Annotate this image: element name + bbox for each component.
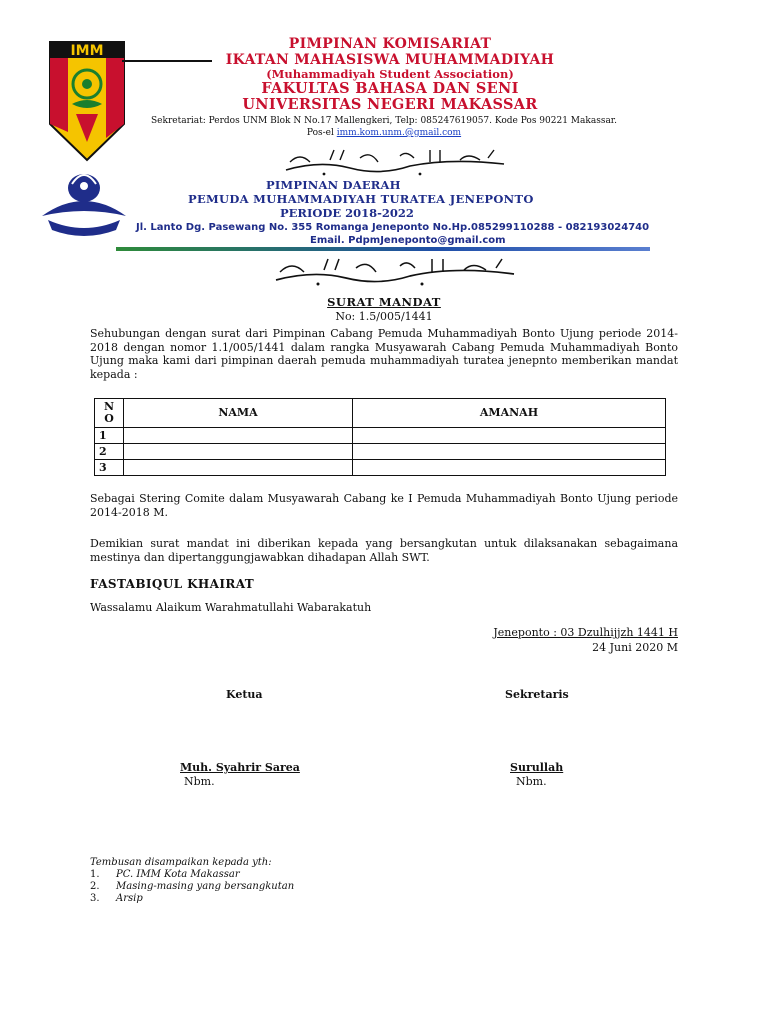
imm-line2: IKATAN MAHASISWA MUHAMMADIYAH [225,52,555,68]
signature-role-sekretaris: Sekretaris [505,688,569,701]
date-hijri: Jeneponto : 03 Dzulhijjzh 1441 H [493,626,678,639]
basmalah-calligraphy-top [280,148,510,178]
basmalah-calligraphy [270,256,520,288]
list-item-number: 2. [90,881,100,892]
pemuda-line3: PERIODE 2018-2022 [280,206,414,220]
row-nama [124,428,353,444]
svg-text:IMM: IMM [70,43,104,59]
list-item-number: 1. [90,869,100,880]
list-item-text: Arsip [116,893,143,904]
row-nama [124,444,353,460]
table-row [95,460,666,476]
pemuda-header-rule [116,247,650,251]
row-amanah [353,428,666,444]
list-item-text: PC. IMM Kota Makassar [116,869,240,880]
imm-email-label: Pos-el [306,128,334,138]
table-row [95,444,666,460]
row-number: 2 [95,444,124,460]
row-nama [124,460,353,476]
letter-title: SURAT MANDAT [327,295,441,309]
letter-paragraph-3: Demikian surat mandat ini diberikan kepada yang bersangkutan untuk dilaksanakan sebagaimana mestinya dan dipertanggungjawabkan dihadapan Allah SWT. [90,537,678,564]
imm-email-line [134,127,634,139]
list-item [90,881,294,893]
letter-paragraph-1: Sehubungan dengan surat dari Pimpinan Cabang Pemuda Muhammadiyah Bonto Ujung periode 2014-2018 dengan nomor 1.1/005/1441 dalam rangka Musyawarah Cabang Pemuda Muhammadiyah Bonto Ujung maka kami dari pimpinan daerah pemuda muhammadiyah turatea jenepnto memberikan mandat kepada : [90,327,678,381]
list-item-text: Masing-masing yang bersangkutan [116,881,295,892]
row-amanah [353,460,666,476]
signature-name-sekretaris: Surullah [510,761,564,774]
column-header-no [95,399,124,428]
list-item-number: 3. [90,893,100,904]
list-item [90,869,294,881]
table-header-row [95,399,666,428]
imm-line3: (Muhammadiyah Student Association) [266,67,514,81]
list-item [90,893,294,905]
pemuda-line1: PIMPINAN DAERAH [266,178,401,192]
imm-address: Sekretariat: Perdos UNM Blok N No.17 Mallengkeri, Telp: 085247619057. Kode Pos 90221 Makassar. [151,116,617,126]
pemuda-line2: PEMUDA MUHAMMADIYAH TURATEA JENEPONTO [188,192,534,206]
date-masehi: 24 Juni 2020 M [592,641,678,654]
imm-header [140,36,640,113]
letter-number: No: 1.5/005/1441 [335,310,433,323]
imm-email-link[interactable]: imm.kom.unm.@gmail.com [336,128,462,138]
column-header-nama: NAMA [124,399,353,428]
imm-address-block [134,115,634,139]
mandate-table [94,398,666,476]
row-amanah [353,444,666,460]
column-header-no-line1: N [103,400,115,413]
pemuda-muhammadiyah-logo [38,160,130,242]
pemuda-email[interactable]: Email. PdpmJeneponto@gmail.com [310,235,506,246]
signature-name-ketua: Muh. Syahrir Sarea [180,761,300,774]
row-number: 3 [95,460,124,476]
column-header-amanah: AMANAH [353,399,666,428]
letter-paragraph-2: Sebagai Stering Comite dalam Musyawarah Cabang ke I Pemuda Muhammadiyah Bonto Ujung periode 2014-2018 M. [90,492,678,519]
pemuda-address: Jl. Lanto Dg. Pasewang No. 355 Romanga Jeneponto No.Hp.085299110288 - 082193024740 [136,222,650,233]
row-number: 1 [95,428,124,444]
table-row [95,428,666,444]
tembusan-list [90,869,294,905]
imm-line1: PIMPINAN KOMISARIAT [288,36,492,52]
tembusan-block [90,857,294,905]
pemuda-header [140,178,590,220]
column-header-no-line2: O [104,412,114,425]
imm-logo [46,38,128,164]
nbm-ketua: Nbm. [184,775,215,788]
nbm-sekretaris: Nbm. [516,775,547,788]
imm-line5: UNIVERSITAS NEGERI MAKASSAR [242,96,538,113]
closing-salam: Wassalamu Alaikum Warahmatullahi Wabarakatuh [90,601,372,614]
closing-fastabiqul: FASTABIQUL KHAIRAT [90,577,255,591]
imm-line4: FAKULTAS BAHASA DAN SENI [261,80,519,97]
signature-role-ketua: Ketua [226,688,263,701]
tembusan-heading: Tembusan disampaikan kepada yth: [90,857,272,868]
